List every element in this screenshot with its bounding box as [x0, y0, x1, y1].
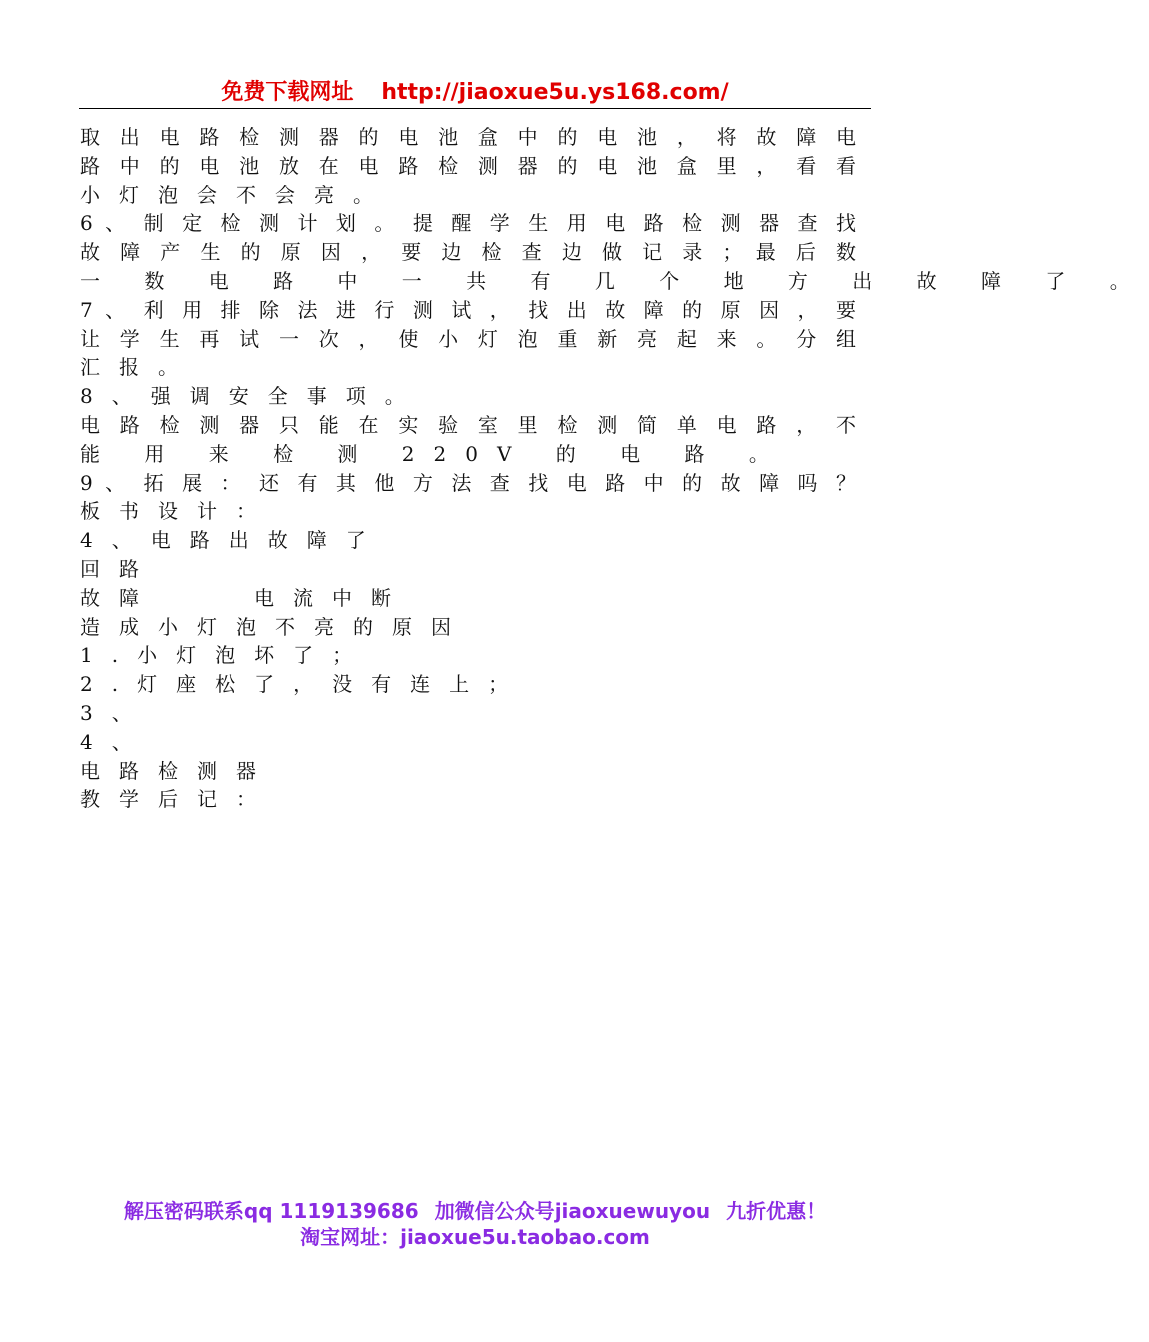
text-line: 让 学 生 再 试 一 次 ， 使 小 灯 泡 重 新 亮 起 来 。 分 组 [80, 326, 856, 351]
text-line: 取 出 电 路 检 测 器 的 电 池 盒 中 的 电 池 ， 将 故 障 电 [80, 125, 856, 149]
text-line: 一 数 电 路 中 一 共 有 几 个 地 方 出 故 障 了 。 [80, 268, 1149, 293]
text-line: 路 中 的 电 池 放 在 电 路 检 测 器 的 电 池 盒 里 ， 看 看 [80, 153, 856, 178]
board-line: 1.小灯泡坏了； [80, 643, 372, 668]
board-line: 2.灯座松了，没有连上； [80, 672, 528, 697]
board-label-current-break: 电流中断 [254, 585, 410, 610]
footer-line-1 [0, 1198, 950, 1224]
footer-password-label: 解压密码联系 [123, 1199, 244, 1223]
text-line: 电 路 检 测 器 只 能 在 实 验 室 里 检 测 简 单 电 路 ， 不 [80, 412, 856, 437]
board-line: 3、 [80, 700, 151, 725]
footer-wechat-label: 加微信公众号 [434, 1199, 555, 1223]
document-body [80, 123, 1149, 814]
text-line: 9 、 拓 展 ： 还 有 其 他 方 法 查 找 电 路 中 的 故 障 吗 ？ [80, 470, 856, 495]
board-title: 4、电路出故障了 [80, 528, 385, 553]
text-line: 能 用 来 检 测 220V 的 电 路 。 [80, 441, 788, 466]
footer-discount: 九折优惠！ [726, 1199, 827, 1223]
board-line: 4、 [80, 729, 151, 754]
footer-taobao-link[interactable]: 淘宝网址：jiaoxue5u.taobao.com [300, 1225, 650, 1249]
download-url-link[interactable]: http://jiaoxue5u.ys168.com/ [381, 80, 729, 105]
teaching-notes-heading: 教学后记： [80, 787, 275, 812]
board-design-heading: 板书设计： [80, 499, 275, 524]
text-line: 小灯泡会不会亮。 [80, 182, 392, 207]
footer-qq: qq 1119139686 [243, 1199, 419, 1223]
text-line: 6 、 制 定 检 测 计 划 。 提 醒 学 生 用 电 路 检 测 器 查 找 [80, 211, 856, 236]
text-line: 故 障 产 生 的 原 因 ， 要 边 检 查 边 做 记 录 ； 最 后 数 [80, 240, 856, 265]
text-line: 8、强调安全事项。 [80, 384, 424, 409]
download-label: 免费下载网址 [221, 80, 354, 105]
footer-wechat-id: jiaoxuewuyou [554, 1199, 711, 1223]
board-label-fault: 故障 [80, 585, 158, 610]
text-line: 汇报。 [80, 355, 197, 380]
promo-footer [0, 1198, 950, 1250]
board-line: 造成小灯泡不亮的原因 [80, 614, 470, 639]
text-line: 7 、 利 用 排 除 法 进 行 测 试 ， 找 出 故 障 的 原 因 ， 要 [80, 297, 856, 322]
board-line [80, 584, 856, 613]
board-line: 电路检测器 [80, 758, 275, 783]
board-line: 回路 [80, 556, 158, 581]
header-divider [79, 108, 871, 109]
download-header [0, 78, 950, 108]
